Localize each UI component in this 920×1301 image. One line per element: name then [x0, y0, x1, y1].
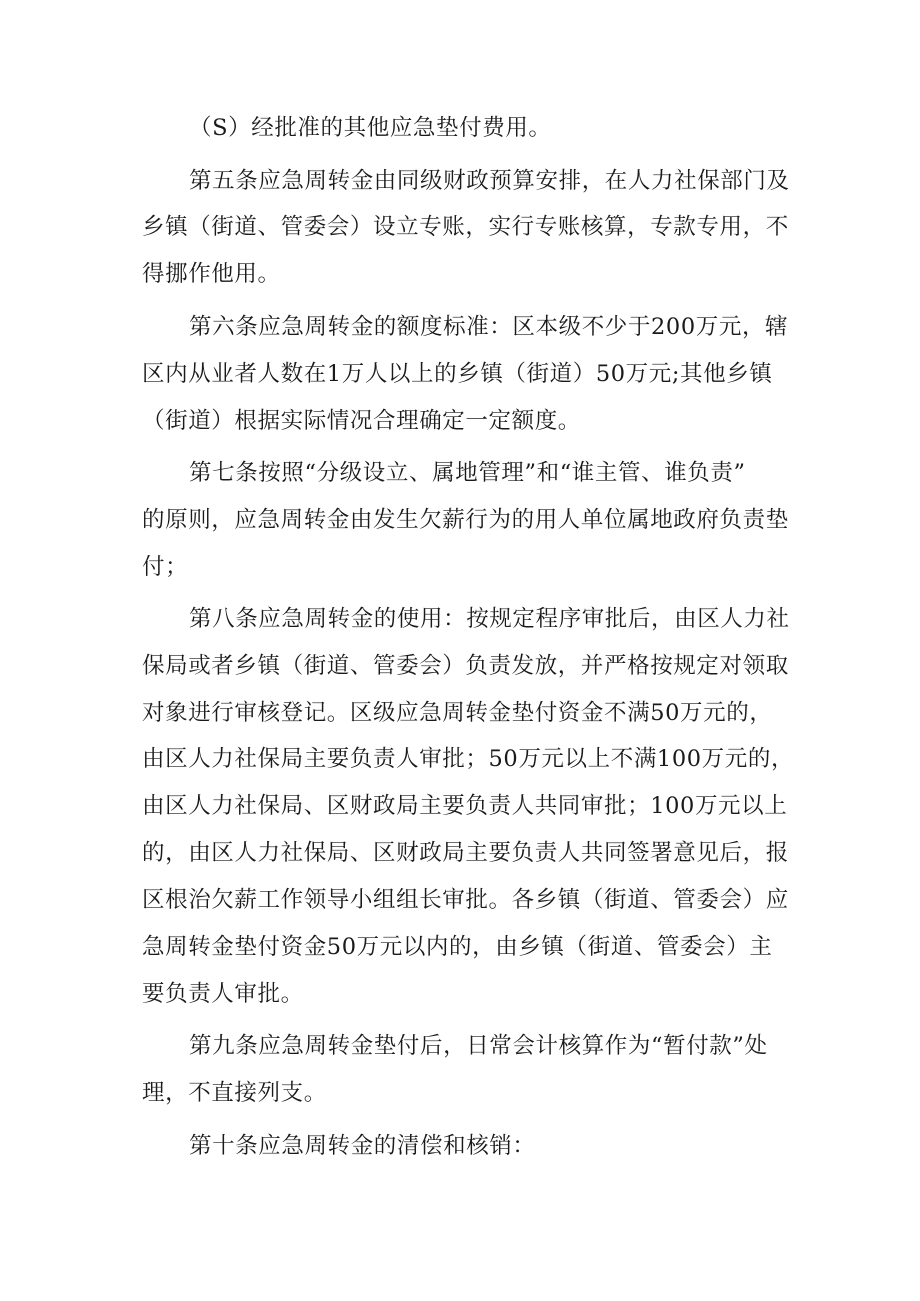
article-6-line-1: 第六条应急周转金的额度标准：区本级不少于200万元，辖	[189, 314, 789, 340]
article-8-line-9: 要负责人审批。	[142, 981, 304, 1007]
article-6-line-2: 区内从业者人数在1万人以上的乡镇（街道）50万元;其他乡镇	[142, 361, 773, 387]
article-9-line-2: 理，不直接列支。	[142, 1080, 327, 1106]
article-8-line-4: 由区人力社保局主要负责人审批；50万元以上不满100万元的，	[142, 746, 795, 772]
article-5-line-1: 第五条应急周转金由同级财政预算安排，在人力社保部门及	[189, 168, 790, 194]
article-8-line-8: 急周转金垫付资金50万元以内的，由乡镇（街道、管委会）主	[142, 934, 773, 960]
article-8-line-3: 对象进行审核登记。区级应急周转金垫付资金不满50万元的，	[142, 700, 773, 726]
article-8-line-6: 的，由区人力社保局、区财政局主要负责人共同签署意见后，报	[142, 840, 789, 866]
text-line-item-s: （S）经批准的其他应急垫付费用。	[189, 115, 552, 141]
article-8-line-7: 区根治欠薪工作领导小组组长审批。各乡镇（街道、管委会）应	[142, 887, 789, 913]
article-5-line-3: 得挪作他用。	[142, 261, 281, 287]
article-9-line-1: 第九条应急周转金垫付后，日常会计核算作为“暂付款”处	[189, 1033, 768, 1059]
article-8-line-2: 保局或者乡镇（街道、管委会）负责发放，并严格按规定对领取	[142, 653, 789, 679]
article-6-line-3: （街道）根据实际情况合理确定一定额度。	[142, 408, 581, 434]
article-5-line-2: 乡镇（街道、管委会）设立专账，实行专账核算，专款专用，不	[142, 214, 789, 240]
article-10-line-1: 第十条应急周转金的清偿和核销：	[189, 1133, 536, 1159]
article-7-line-1: 第七条按照“分级设立、属地管理”和“谁主管、谁负责”	[189, 460, 746, 486]
article-7-line-2: 的原则，应急周转金由发生欠薪行为的用人单位属地政府负责垫	[142, 507, 789, 533]
article-8-line-1: 第八条应急周转金的使用：按规定程序审批后，由区人力社	[189, 606, 790, 632]
article-8-line-5: 由区人力社保局、区财政局主要负责人共同审批；100万元以上	[142, 793, 788, 819]
article-7-line-3: 付；	[142, 554, 189, 580]
